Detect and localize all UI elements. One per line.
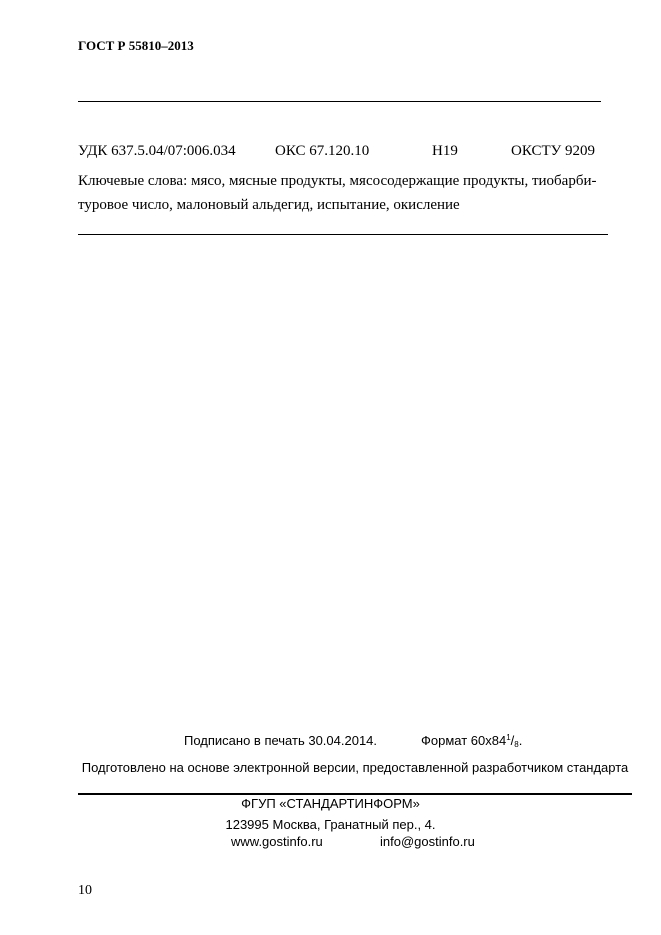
imprint-divider [78, 793, 632, 795]
okstu-code: ОКСТУ 9209 [511, 143, 596, 159]
keywords-block [78, 169, 618, 217]
standard-header: ГОСТ Р 55810–2013 [78, 38, 194, 53]
publisher-address: 123995 Москва, Гранатный пер., 4. [225, 817, 436, 832]
top-divider [78, 101, 601, 102]
format-denominator: 8 [514, 740, 519, 749]
oks-code: ОКС 67.120.10 [275, 143, 370, 159]
format-separator: / [510, 733, 515, 748]
keywords-line: Ключевые слова: мясо, мясные продукты, мясосодержащие продукты, тиобарби- [78, 173, 597, 189]
format-prefix: Формат 60x84 [421, 733, 507, 748]
page-number: 10 [78, 883, 92, 898]
signed-date: Подписано в печать 30.04.2014. [184, 733, 378, 748]
group-code: Н19 [432, 143, 458, 159]
publisher-name: ФГУП «СТАНДАРТИНФОРМ» [241, 796, 420, 811]
keywords-divider [78, 234, 608, 235]
keywords-line: туровое число, малоновый альдегид, испытание, окисление [78, 197, 460, 213]
format-end: . [518, 733, 523, 748]
website-link[interactable]: www.gostinfo.ru [231, 834, 323, 849]
prepared-note: Подготовлено на основе электронной версии, предоставленной разработчиком стандарта [81, 760, 629, 775]
format-numerator: 1 [506, 733, 511, 742]
udk-code: УДК 637.5.04/07:006.034 [78, 143, 236, 159]
print-format [421, 733, 522, 749]
email-link[interactable]: info@gostinfo.ru [380, 834, 475, 849]
